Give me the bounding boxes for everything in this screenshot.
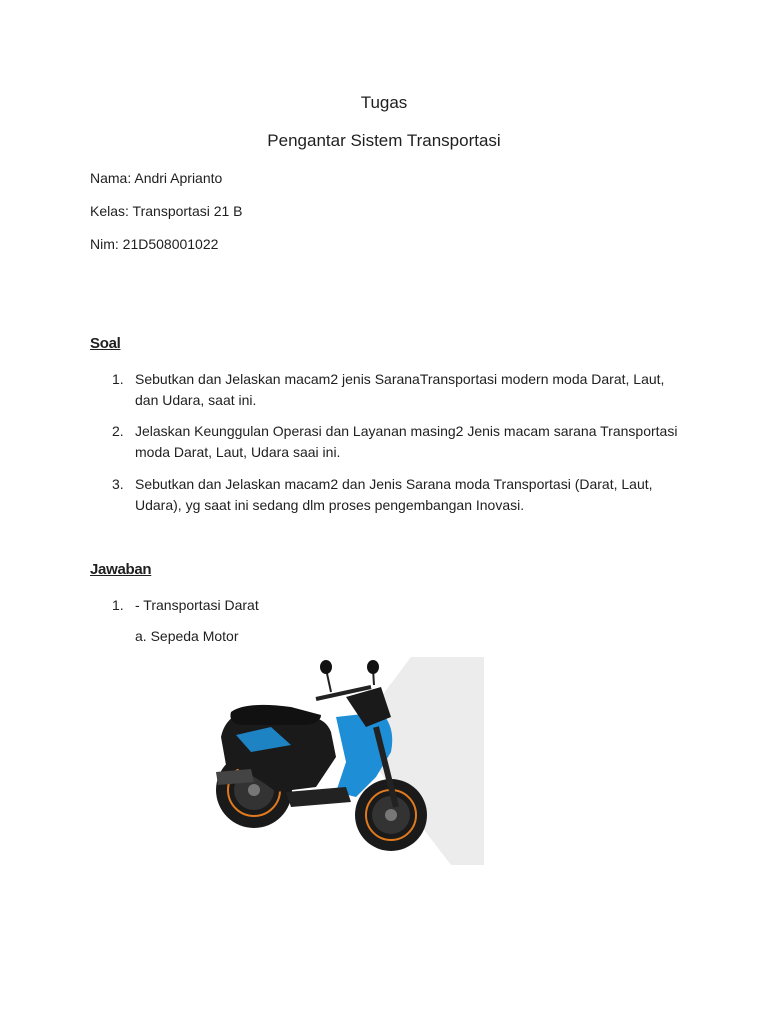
student-name: Nama: Andri Aprianto [90, 170, 223, 186]
list-number: 2. [112, 423, 124, 439]
student-nim: Nim: 21D508001022 [90, 236, 219, 252]
sub-item-a: a. Sepeda Motor [135, 628, 239, 644]
jawaban-heading: Jawaban [90, 561, 152, 578]
list-number: 1. [112, 597, 124, 613]
list-item-line: Sebutkan dan Jelaskan macam2 jenis SaranaTransportasi modern moda Darat, Laut, [135, 371, 665, 387]
list-item-line: dan Udara, saat ini. [135, 392, 257, 408]
document-title: Tugas [360, 93, 408, 112]
soal-heading: Soal [90, 335, 121, 352]
scooter-photo [196, 657, 484, 865]
list-item-text [135, 369, 680, 411]
scooter-seat [230, 705, 321, 725]
document-subtitle: Pengantar Sistem Transportasi [267, 131, 501, 150]
list-number: 3. [112, 476, 124, 492]
scooter-floorboard [286, 787, 351, 807]
list-number: 1. [112, 371, 124, 387]
list-item-text: - Transportasi Darat [135, 597, 259, 613]
list-item-line: Sebutkan dan Jelaskan macam2 dan Jenis Sarana moda Transportasi (Darat, Laut, [135, 476, 653, 492]
list-item-text [135, 474, 680, 516]
student-class: Kelas: Transportasi 21 B [90, 203, 243, 219]
list-item-line: moda Darat, Laut, Udara saai ini. [135, 444, 341, 460]
list-item-line: Jelaskan Keunggulan Operasi dan Layanan masing2 Jenis macam sarana Transportasi [135, 423, 678, 439]
list-item-text [135, 421, 680, 463]
list-item-line: Udara), yg saat ini sedang dlm proses pengembangan Inovasi. [135, 497, 525, 513]
